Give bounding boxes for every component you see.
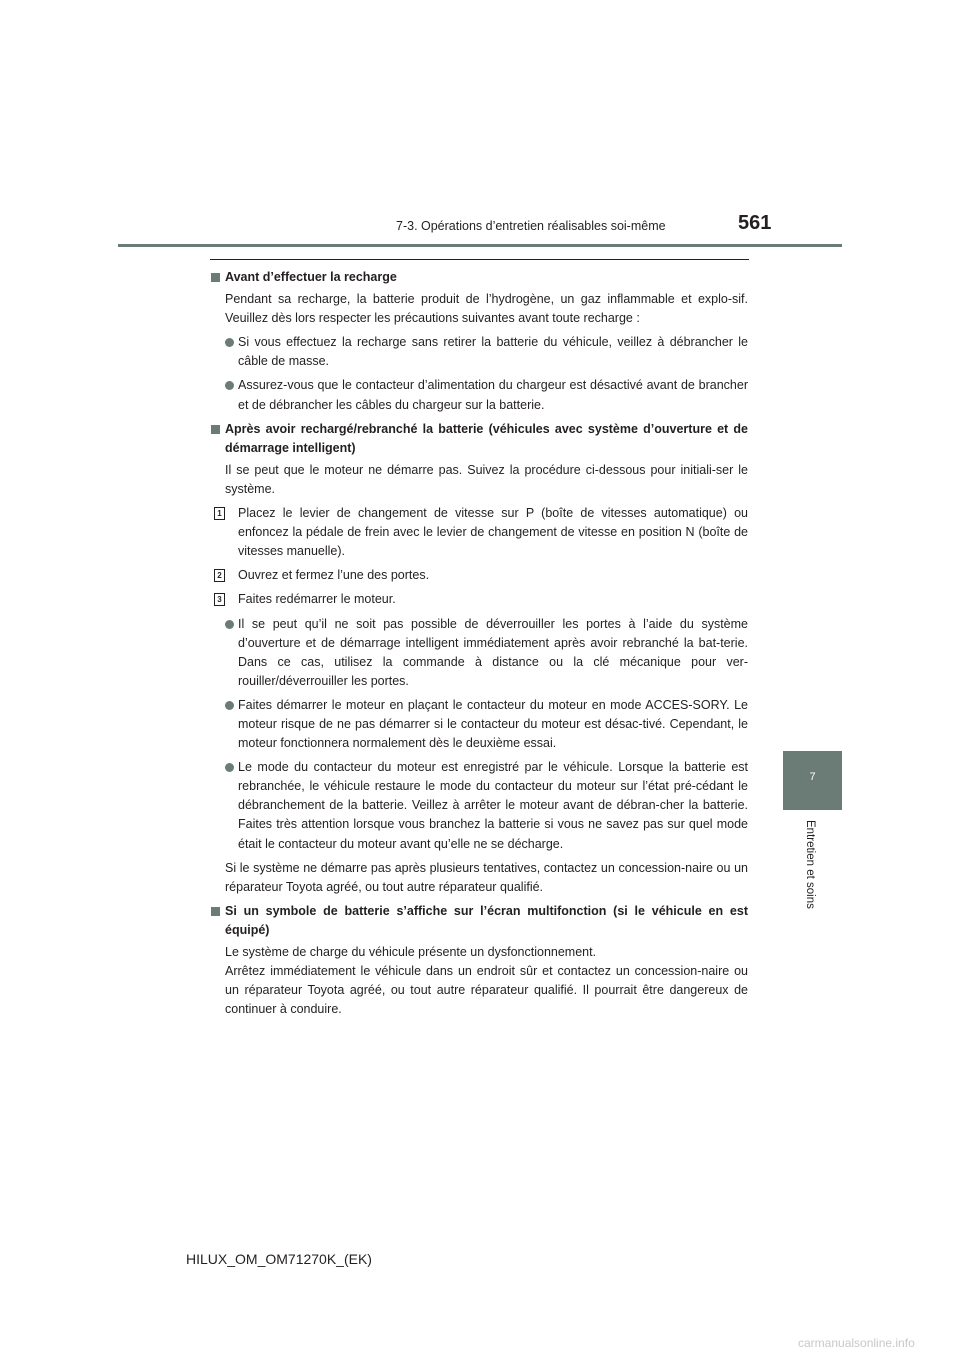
step-number: 3 xyxy=(214,593,225,606)
heading-text: Si un symbole de batterie s’affiche sur l’écran multifonction (si le véhicule en est équipé) xyxy=(225,903,748,937)
circle-bullet-icon xyxy=(225,620,234,629)
circle-bullet-icon xyxy=(225,701,234,710)
step-text: Ouvrez et fermez l’une des portes. xyxy=(238,568,430,583)
chapter-number: 7 xyxy=(809,771,816,783)
bullet-item xyxy=(211,615,748,691)
bullet-text: Il se peut qu’il ne soit pas possible de déverrouiller les portes à l’aide du système d’ouverture et de démarrage intelligent immédiatement après avoir rebranché la bat-terie. Dans ce cas, utilisez la commande à distance ou la clé mécanique pour ver-rouiller/déverrouiller les portes. xyxy=(238,616,748,688)
page-content xyxy=(211,268,748,1024)
section-heading xyxy=(211,268,748,287)
bullet-item xyxy=(211,376,748,414)
circle-bullet-icon xyxy=(225,763,234,772)
bullet-text: Le mode du contacteur du moteur est enregistré par le véhicule. Lorsque la batterie est rebranchée, le véhicule restaure le mode du contacteur du moteur sur l’état pré-cédant le débranchement de la batterie. Veillez à arrêter le moteur avant de débran-cher la batterie. Faites très attention lorsque vous branchez la batterie si vous ne savez pas sur quel mode était le contacteur du moteur avant qu’elle ne se décharge. xyxy=(238,760,748,851)
paragraph: Le système de charge du véhicule présente un dysfonctionnement. xyxy=(225,945,597,959)
header-section-title: 7-3. Opérations d’entretien réalisables soi-même xyxy=(396,219,666,233)
header-rule xyxy=(118,244,842,247)
square-bullet-icon xyxy=(211,425,220,434)
bullet-text: Faites démarrer le moteur en plaçant le contacteur du moteur en mode ACCES-SORY. Le moteur risque de ne pas démarrer si le contacteur du moteur est désac-tivé. Cependant, le moteur fonctionnera normalement dès le deuxième essai. xyxy=(238,697,748,751)
heading-text: Après avoir rechargé/rebranché la batterie (véhicules avec système d’ouverture et de démarrage intelligent) xyxy=(225,421,748,455)
bullet-item xyxy=(211,696,748,753)
square-bullet-icon xyxy=(211,907,220,916)
content-divider xyxy=(210,259,749,260)
chapter-tab[interactable] xyxy=(783,751,842,810)
step-number: 2 xyxy=(214,569,225,582)
paragraph: Pendant sa recharge, la batterie produit de l’hydrogène, un gaz inflammable et explo-sif. Veuillez dès lors respecter les précautions suivantes avant toute recharge : xyxy=(225,292,748,326)
bullet-text: Si vous effectuez la recharge sans retirer la batterie du véhicule, veillez à débrancher le câble de masse. xyxy=(238,335,748,369)
watermark-logo: carmanualsonline.info xyxy=(798,1336,915,1350)
manual-code: HILUX_OM_OM71270K_(EK) xyxy=(186,1251,372,1267)
paragraph: Il se peut que le moteur ne démarre pas. Suivez la procédure ci-dessous pour initiali-ser le système. xyxy=(225,462,748,496)
bullet-item xyxy=(211,333,748,371)
step-item xyxy=(211,566,748,585)
page-number: 561 xyxy=(738,212,772,234)
section-heading xyxy=(211,902,748,940)
paragraph: Arrêtez immédiatement le véhicule dans un endroit sûr et contactez un concession-naire ou un réparateur Toyota agréé, ou tout autre réparateur qualifié. Il pourrait être dangereux de continuer à conduire. xyxy=(225,964,748,1017)
square-bullet-icon xyxy=(211,273,220,282)
paragraph: Si le système ne démarre pas après plusieurs tentatives, contactez un concession-naire ou un réparateur Toyota agréé, ou tout autre réparateur qualifié. xyxy=(225,860,748,894)
bullet-text: Assurez-vous que le contacteur d’alimentation du chargeur est désactivé avant de brancher et de débrancher les câbles du chargeur sur la batterie. xyxy=(238,378,748,412)
circle-bullet-icon xyxy=(225,381,234,390)
step-number: 1 xyxy=(214,507,225,520)
step-text: Placez le levier de changement de vitesse sur P (boîte de vitesses automatique) ou enfoncez la pédale de frein avec le levier de changement de vitesse en position N (boîte de vitesses manuelle). xyxy=(238,506,748,559)
step-text: Faites redémarrer le moteur. xyxy=(238,592,396,607)
circle-bullet-icon xyxy=(225,338,234,347)
heading-text: Avant d’effectuer la recharge xyxy=(225,270,397,284)
bullet-item xyxy=(211,758,748,853)
step-item xyxy=(211,504,748,561)
section-heading xyxy=(211,420,748,458)
step-item xyxy=(211,590,748,609)
chapter-title: Entretien et soins xyxy=(804,820,816,909)
